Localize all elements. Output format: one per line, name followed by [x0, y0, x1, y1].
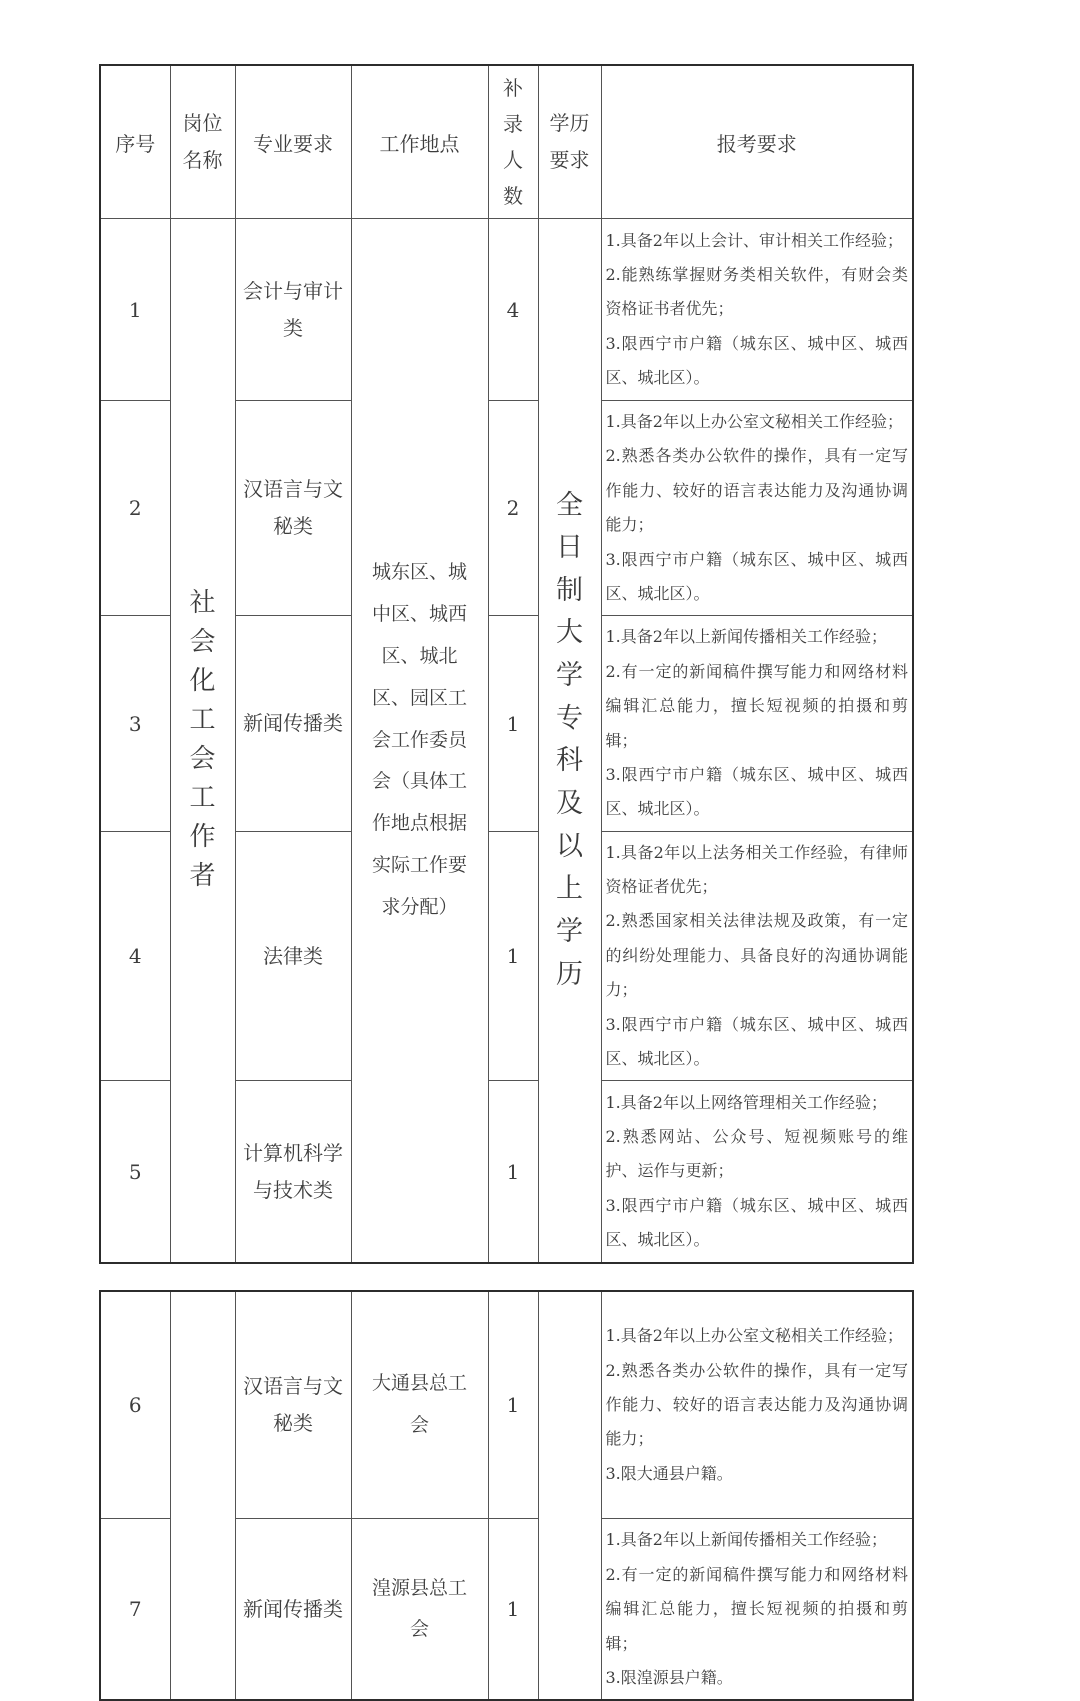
cell-work-location — [351, 219, 488, 1263]
header-col-requirements-label: 报考要求 — [716, 131, 797, 156]
recruitment-sheet — [99, 64, 912, 1701]
cell-major: 计算机科学与技术类 — [235, 1081, 351, 1263]
cell-position-name — [170, 219, 235, 1263]
position-name-vertical-text: 社会化工会工作者 — [189, 588, 216, 892]
cell-major: 汉语言与文秘类 — [235, 1291, 351, 1519]
header-row — [100, 65, 913, 219]
requirement-item: 3.限西宁市户籍（城东区、城中区、城西区、城北区）。 — [605, 1014, 908, 1069]
requirement-item: 2.有一定的新闻稿件撰写能力和网络材料编辑汇总能力，擅长短视频的拍摄和剪辑； — [605, 661, 908, 750]
header-col-no-label: 序号 — [115, 131, 156, 156]
requirement-item: 1.具备2年以上会计、审计相关工作经验； — [605, 230, 903, 250]
cell-no: 3 — [100, 616, 170, 831]
requirement-item: 1.具备2年以上办公室文秘相关工作经验； — [605, 412, 903, 431]
header-col-location — [351, 65, 488, 219]
requirement-item: 3.限大通县户籍。 — [605, 1463, 733, 1483]
table-row — [100, 219, 913, 401]
requirement-item: 2.有一定的新闻稿件撰写能力和网络材料编辑汇总能力，擅长短视频的拍摄和剪辑； — [605, 1564, 908, 1653]
header-col-count-label: 补录人数 — [503, 76, 523, 208]
cell-count: 1 — [488, 616, 538, 831]
cell-no: 4 — [100, 831, 170, 1081]
header-col-major — [235, 65, 351, 219]
cell-count: 1 — [488, 1291, 538, 1519]
requirement-item: 1.具备2年以上新闻传播相关工作经验； — [605, 1530, 887, 1550]
requirement-item: 2.熟悉各类办公软件的操作，具有一定写作能力、较好的语言表达能力及沟通协调能力； — [605, 1360, 908, 1449]
cell-count: 2 — [488, 401, 538, 616]
header-col-position-label: 岗位名称 — [182, 111, 223, 172]
cell-requirements — [601, 616, 913, 831]
cell-education — [538, 219, 601, 1263]
cell-count: 1 — [488, 1081, 538, 1263]
requirement-item: 3.限西宁市户籍（城东区、城中区、城西区、城北区）。 — [605, 1195, 908, 1250]
cell-major: 法律类 — [235, 831, 351, 1081]
cell-work-location: 湟源县总工会 — [351, 1519, 488, 1700]
requirement-item: 1.具备2年以上办公室文秘相关工作经验； — [605, 1326, 903, 1346]
requirement-item: 3.限西宁市户籍（城东区、城中区、城西区、城北区）。 — [605, 549, 908, 603]
recruitment-table-2 — [99, 1290, 914, 1701]
requirement-item: 2.熟悉网站、公众号、短视频账号的维护、运作与更新； — [605, 1127, 908, 1181]
requirement-item: 2.能熟练掌握财务类相关软件，有财会类资格证书者优先； — [605, 264, 908, 319]
requirement-item: 1.具备2年以上新闻传播相关工作经验； — [605, 627, 887, 647]
requirement-item: 2.熟悉各类办公软件的操作，具有一定写作能力、较好的语言表达能力及沟通协调能力； — [605, 446, 908, 535]
table-row — [100, 1291, 913, 1519]
requirement-item: 3.限湟源县户籍。 — [605, 1667, 733, 1687]
requirement-item: 3.限西宁市户籍（城东区、城中区、城西区、城北区）。 — [605, 333, 908, 388]
cell-count: 1 — [488, 831, 538, 1081]
cell-education-empty — [538, 1291, 601, 1700]
cell-requirements — [601, 1519, 913, 1700]
cell-major: 会计与审计类 — [235, 219, 351, 401]
recruitment-table-1 — [99, 64, 914, 1264]
cell-major: 新闻传播类 — [235, 616, 351, 831]
cell-no: 2 — [100, 401, 170, 616]
cell-count: 4 — [488, 219, 538, 401]
requirement-item: 2.熟悉国家相关法律法规及政策，有一定的纠纷处理能力、具备良好的沟通协调能力； — [605, 911, 908, 1000]
requirement-item: 1.具备2年以上法务相关工作经验，有律师资格证者优先； — [605, 842, 908, 897]
cell-requirements — [601, 219, 913, 401]
header-col-education — [538, 65, 601, 219]
cell-requirements — [601, 831, 913, 1081]
header-col-education-label: 学历要求 — [549, 111, 590, 172]
header-col-location-label: 工作地点 — [379, 131, 460, 156]
cell-no: 6 — [100, 1291, 170, 1519]
header-col-no — [100, 65, 170, 219]
header-col-requirements — [601, 65, 913, 219]
cell-position-name-empty — [170, 1291, 235, 1700]
cell-count: 1 — [488, 1519, 538, 1700]
cell-no: 7 — [100, 1519, 170, 1700]
header-col-count — [488, 65, 538, 219]
cell-major: 汉语言与文秘类 — [235, 401, 351, 616]
requirement-item: 1.具备2年以上网络管理相关工作经验； — [605, 1092, 887, 1112]
cell-work-location: 大通县总工会 — [351, 1291, 488, 1519]
education-vertical-text: 全日制大学专科及以上学历 — [555, 489, 583, 990]
cell-major: 新闻传播类 — [235, 1519, 351, 1700]
work-location-text: 城东区、城中区、城西区、城北区、园区工会工作委员会（具体工作地点根据实际工作要求分配） — [371, 561, 467, 918]
cell-requirements — [601, 1291, 913, 1519]
requirement-item: 3.限西宁市户籍（城东区、城中区、城西区、城北区）。 — [605, 764, 908, 819]
cell-requirements — [601, 1081, 913, 1263]
cell-requirements — [601, 401, 913, 616]
header-col-major-label: 专业要求 — [253, 131, 333, 156]
header-col-position — [170, 65, 235, 219]
cell-no: 5 — [100, 1081, 170, 1263]
cell-no: 1 — [100, 219, 170, 401]
